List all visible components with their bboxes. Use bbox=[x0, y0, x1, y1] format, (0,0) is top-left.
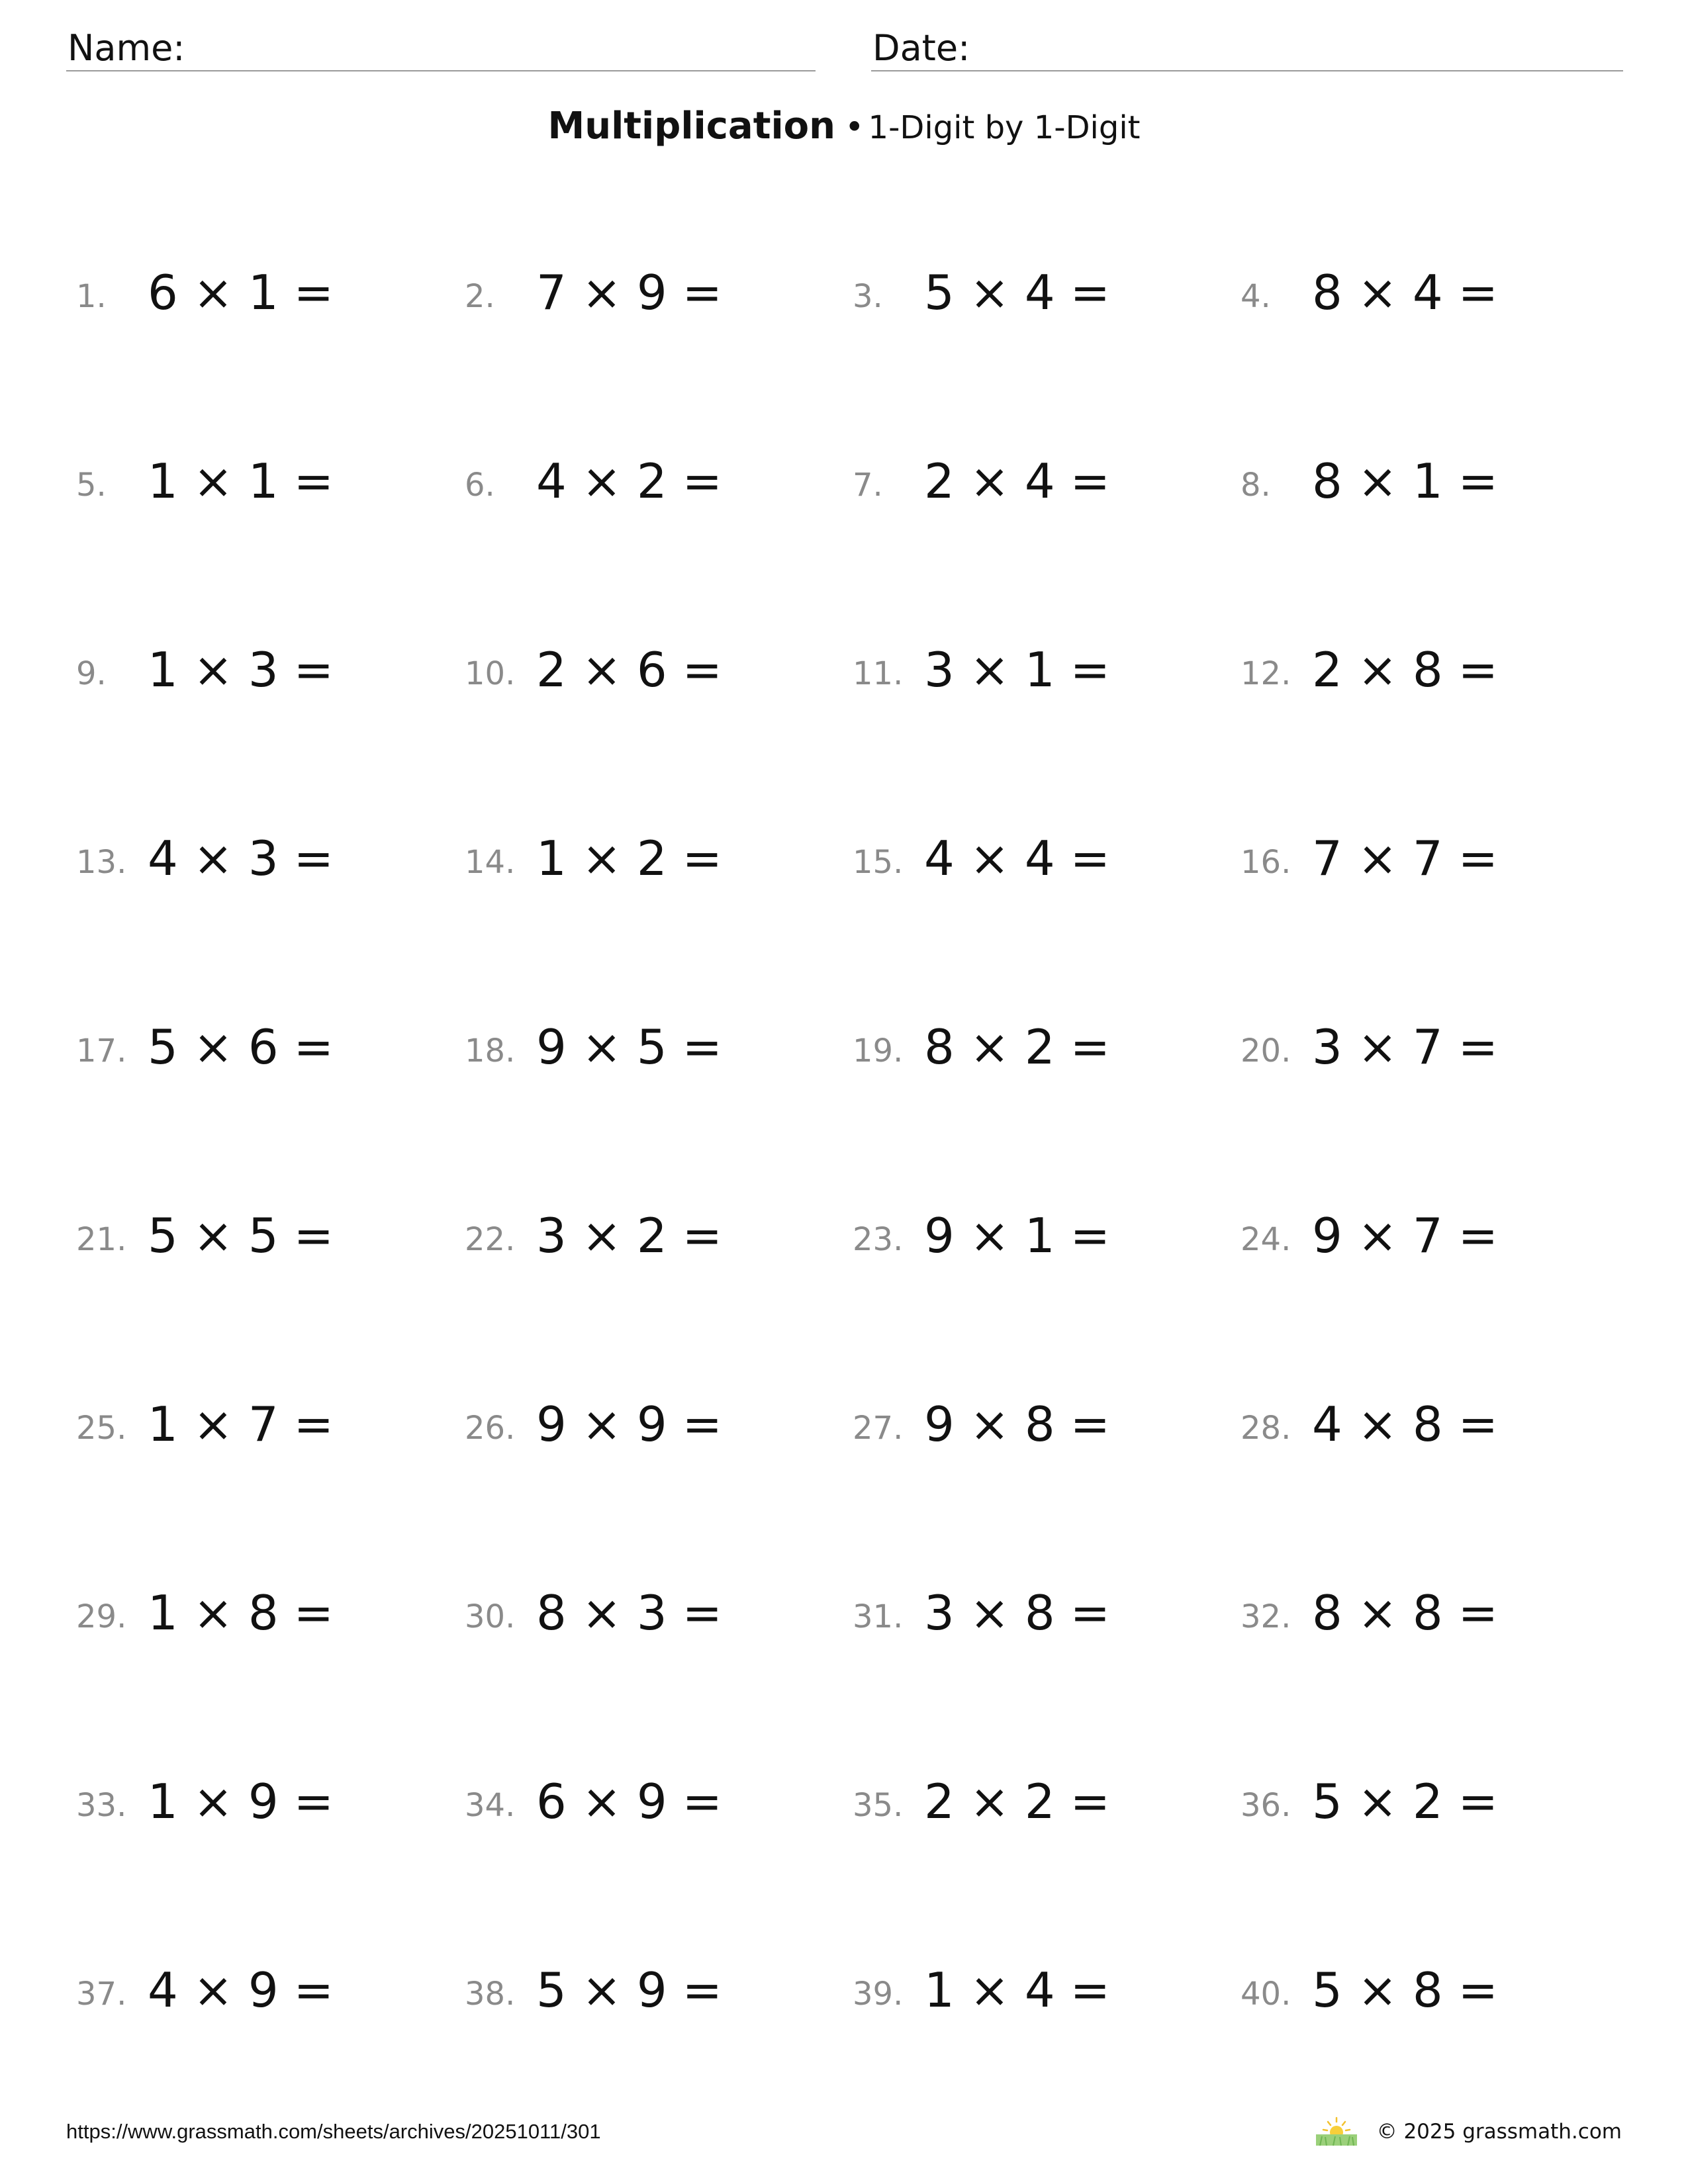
problem-expression: 4 × 3 = bbox=[148, 831, 334, 886]
problem-number: 15. bbox=[853, 844, 904, 881]
problem-expression: 5 × 2 = bbox=[1312, 1774, 1498, 1829]
problem-number: 25. bbox=[76, 1410, 127, 1447]
problem-number: 16. bbox=[1241, 844, 1291, 881]
problem-expression: 9 × 5 = bbox=[536, 1019, 722, 1075]
problem-expression: 9 × 8 = bbox=[924, 1396, 1110, 1452]
problem-number: 7. bbox=[853, 467, 883, 504]
problem-expression: 9 × 7 = bbox=[1312, 1208, 1498, 1263]
problem-number: 28. bbox=[1241, 1410, 1291, 1447]
problem-expression: 4 × 2 = bbox=[536, 453, 722, 509]
footer-url: https://www.grassmath.com/sheets/archives/20251011/301 bbox=[66, 2120, 601, 2143]
problem-number: 33. bbox=[76, 1787, 127, 1824]
problem-number: 14. bbox=[465, 844, 516, 881]
problem-expression: 7 × 7 = bbox=[1312, 831, 1498, 886]
problem-expression: 9 × 1 = bbox=[924, 1208, 1110, 1263]
grass-sun-logo-icon bbox=[1313, 2116, 1360, 2147]
problem-expression: 8 × 2 = bbox=[924, 1019, 1110, 1075]
title-subtitle: 1-Digit by 1-Digit bbox=[868, 109, 1141, 146]
problem-expression: 1 × 7 = bbox=[148, 1396, 334, 1452]
problem-number: 13. bbox=[76, 844, 127, 881]
problem-expression: 2 × 8 = bbox=[1312, 642, 1498, 698]
problem-expression: 6 × 1 = bbox=[148, 265, 334, 320]
problem-number: 6. bbox=[465, 467, 495, 504]
problem-number: 37. bbox=[76, 1976, 127, 2013]
problem-expression: 1 × 2 = bbox=[536, 831, 722, 886]
title-main: Multiplication bbox=[547, 105, 836, 148]
date-label: Date: bbox=[872, 27, 970, 69]
name-label: Name: bbox=[68, 27, 185, 69]
problem-number: 10. bbox=[465, 655, 516, 692]
problem-expression: 5 × 6 = bbox=[148, 1019, 334, 1075]
problem-number: 8. bbox=[1241, 467, 1271, 504]
problem-expression: 1 × 4 = bbox=[924, 1962, 1110, 2018]
title-separator: • bbox=[845, 108, 865, 146]
problem-expression: 1 × 8 = bbox=[148, 1585, 334, 1641]
problem-number: 27. bbox=[853, 1410, 904, 1447]
problem-number: 30. bbox=[465, 1598, 516, 1635]
problem-number: 9. bbox=[76, 655, 107, 692]
problem-number: 23. bbox=[853, 1221, 904, 1258]
problem-expression: 8 × 1 = bbox=[1312, 453, 1498, 509]
problem-number: 24. bbox=[1241, 1221, 1291, 1258]
problem-expression: 3 × 7 = bbox=[1312, 1019, 1498, 1075]
footer-copyright: © 2025 grassmath.com bbox=[1376, 2120, 1622, 2144]
problem-number: 34. bbox=[465, 1787, 516, 1824]
problem-number: 35. bbox=[853, 1787, 904, 1824]
problem-expression: 9 × 9 = bbox=[536, 1396, 722, 1452]
problem-expression: 6 × 9 = bbox=[536, 1774, 722, 1829]
problem-number: 26. bbox=[465, 1410, 516, 1447]
problem-number: 18. bbox=[465, 1032, 516, 1069]
problem-expression: 1 × 3 = bbox=[148, 642, 334, 698]
problem-expression: 5 × 4 = bbox=[924, 265, 1110, 320]
problem-number: 40. bbox=[1241, 1976, 1291, 2013]
problem-expression: 2 × 6 = bbox=[536, 642, 722, 698]
problem-number: 11. bbox=[853, 655, 904, 692]
problem-expression: 5 × 5 = bbox=[148, 1208, 334, 1263]
problem-expression: 4 × 9 = bbox=[148, 1962, 334, 2018]
problem-expression: 8 × 3 = bbox=[536, 1585, 722, 1641]
problem-expression: 1 × 9 = bbox=[148, 1774, 334, 1829]
problem-number: 17. bbox=[76, 1032, 127, 1069]
problem-number: 5. bbox=[76, 467, 107, 504]
problem-expression: 3 × 1 = bbox=[924, 642, 1110, 698]
problem-number: 22. bbox=[465, 1221, 516, 1258]
problem-expression: 8 × 4 = bbox=[1312, 265, 1498, 320]
problem-number: 12. bbox=[1241, 655, 1291, 692]
footer-copyright-block bbox=[1313, 2115, 1622, 2148]
problem-expression: 5 × 9 = bbox=[536, 1962, 722, 2018]
problem-expression: 4 × 4 = bbox=[924, 831, 1110, 886]
problem-number: 31. bbox=[853, 1598, 904, 1635]
problem-number: 39. bbox=[853, 1976, 904, 2013]
problem-number: 2. bbox=[465, 278, 495, 315]
problem-expression: 3 × 8 = bbox=[924, 1585, 1110, 1641]
problem-expression: 4 × 8 = bbox=[1312, 1396, 1498, 1452]
problem-expression: 8 × 8 = bbox=[1312, 1585, 1498, 1641]
problem-number: 21. bbox=[76, 1221, 127, 1258]
problem-number: 20. bbox=[1241, 1032, 1291, 1069]
problem-number: 29. bbox=[76, 1598, 127, 1635]
problem-expression: 3 × 2 = bbox=[536, 1208, 722, 1263]
problem-number: 1. bbox=[76, 278, 107, 315]
problem-number: 4. bbox=[1241, 278, 1271, 315]
problem-expression: 5 × 8 = bbox=[1312, 1962, 1498, 2018]
problem-number: 19. bbox=[853, 1032, 904, 1069]
problem-expression: 7 × 9 = bbox=[536, 265, 722, 320]
problem-number: 38. bbox=[465, 1976, 516, 2013]
problem-number: 32. bbox=[1241, 1598, 1291, 1635]
problem-number: 36. bbox=[1241, 1787, 1291, 1824]
problem-expression: 1 × 1 = bbox=[148, 453, 334, 509]
problem-expression: 2 × 4 = bbox=[924, 453, 1110, 509]
problem-expression: 2 × 2 = bbox=[924, 1774, 1110, 1829]
problem-number: 3. bbox=[853, 278, 883, 315]
